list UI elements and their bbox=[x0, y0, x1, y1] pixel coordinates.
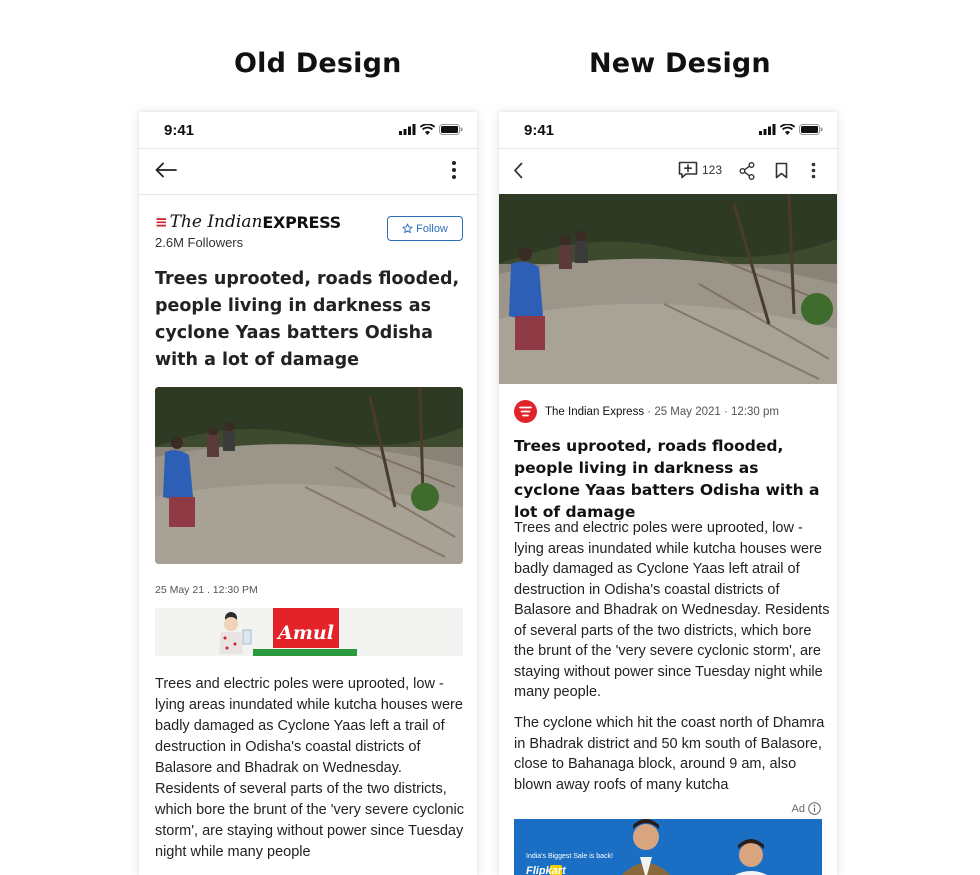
bookmark-icon[interactable] bbox=[775, 162, 788, 179]
publisher-logo[interactable] bbox=[155, 212, 341, 232]
back-arrow-icon[interactable] bbox=[155, 162, 177, 178]
source-meta: · 25 May 2021 · 12:30 pm bbox=[647, 405, 779, 418]
publisher-logo-italic: The Indian bbox=[169, 212, 263, 232]
star-icon bbox=[402, 223, 413, 234]
status-time: 9:41 bbox=[164, 122, 195, 139]
status-bar bbox=[499, 112, 837, 148]
more-vertical-icon[interactable] bbox=[811, 162, 816, 179]
follower-count: 2.6M Followers bbox=[155, 235, 244, 250]
publisher-logo-mark: ≡ bbox=[155, 213, 168, 231]
ad-brand: Amul bbox=[278, 622, 334, 644]
follow-button-label: Follow bbox=[416, 222, 448, 235]
share-icon[interactable] bbox=[739, 162, 755, 180]
wifi-icon bbox=[780, 124, 795, 135]
back-chevron-icon[interactable] bbox=[513, 162, 523, 179]
info-icon bbox=[808, 802, 821, 815]
ad-banner[interactable] bbox=[155, 608, 463, 656]
follow-button[interactable] bbox=[387, 216, 463, 241]
more-vertical-icon[interactable] bbox=[451, 160, 457, 180]
top-nav-bar bbox=[139, 148, 477, 195]
ad-label-text: Ad bbox=[791, 802, 805, 815]
source-name: The Indian Express bbox=[545, 405, 645, 418]
new-design-heading: New Design bbox=[589, 48, 771, 79]
article-body: Trees and electric poles were uprooted, low - lying areas inundated while kutcha houses were badly damaged as Cyclone Yaas left a trail of destruction in Odisha's coastal districts of Balasore and Bhadrak on Wednesday. Residents of several parts of the two districts, which bore the brunt of the 'very severe cyclonic storm', are staying without power since Tuesday night while many people bbox=[155, 676, 465, 860]
comments-button[interactable] bbox=[678, 161, 722, 179]
wifi-icon bbox=[420, 124, 435, 135]
nav-divider bbox=[139, 194, 477, 195]
status-bar bbox=[139, 112, 477, 148]
ad-banner[interactable] bbox=[514, 819, 822, 875]
source-line[interactable] bbox=[514, 400, 779, 423]
article-title: Trees uprooted, roads flooded, people living in darkness as cyclone Yaas batters Odisha with a lot of damage bbox=[155, 269, 460, 370]
comment-icon bbox=[678, 161, 698, 179]
signal-icon bbox=[759, 124, 776, 135]
article-date: 25 May 21 . 12:30 PM bbox=[155, 584, 258, 596]
publisher-logo-badge bbox=[514, 400, 537, 423]
article-body-paragraph-2: The cyclone which hit the coast north of Dhamra in Bhadrak district and 50 km south of Balasore, close to Bahanaga block, around 9 am, also blown away roofs of many kutcha bbox=[514, 715, 825, 793]
comment-count: 123 bbox=[702, 163, 723, 177]
battery-icon bbox=[799, 124, 823, 135]
article-title: Trees uprooted, roads flooded, people living in darkness as cyclone Yaas batters Odisha with a lot of damage bbox=[514, 437, 820, 521]
article-photo[interactable] bbox=[499, 194, 837, 384]
ad-tagline: India's Biggest Sale is back! bbox=[526, 853, 613, 860]
publisher-logo-bold: EXPRESS bbox=[262, 212, 341, 232]
article-photo[interactable] bbox=[155, 387, 463, 564]
status-time: 9:41 bbox=[524, 122, 555, 139]
new-design-phone bbox=[499, 112, 837, 875]
article-body-paragraph-1: Trees and electric poles were uprooted, low - lying areas inundated while kutcha houses were badly damaged as Cyclone Yaas left atrail of destruction in Odisha's coastal districts of Balasore and Bhadrak on Wednesday. Residents of several parts of the two districts, which bore the brunt of the 'very severe cyclonic storm', are staying without power since Tuesday night while many people. bbox=[514, 520, 830, 700]
ad-brand: Flipkart bbox=[526, 865, 566, 875]
old-design-phone bbox=[139, 112, 477, 875]
top-nav-bar bbox=[499, 148, 837, 194]
ad-label[interactable] bbox=[792, 802, 821, 815]
old-design-heading: Old Design bbox=[234, 48, 402, 79]
signal-icon bbox=[399, 124, 416, 135]
battery-icon bbox=[439, 124, 463, 135]
